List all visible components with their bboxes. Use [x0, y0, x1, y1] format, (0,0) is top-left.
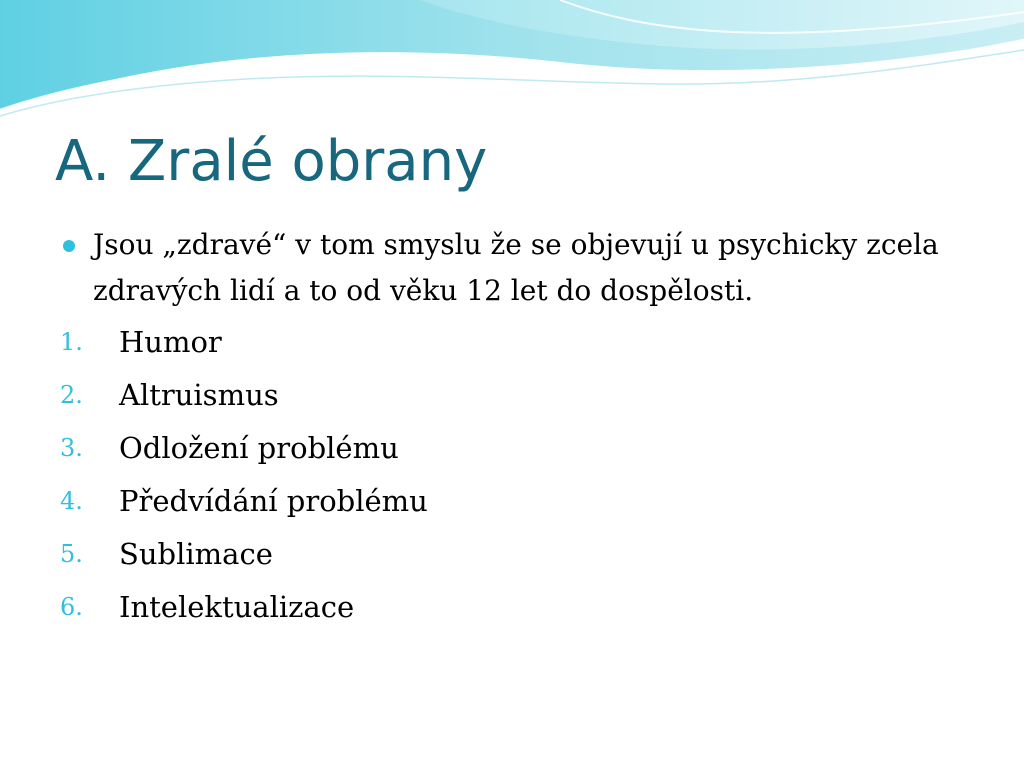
list-item-number: 1. [60, 328, 83, 356]
list-item [60, 316, 960, 369]
list-item-text: Humor [119, 325, 222, 359]
header-wave-decoration [0, 0, 1024, 120]
list-item-text: Předvídání problému [119, 484, 428, 518]
bullet-text: Jsou „zdravé“ v tom smyslu že se objevují u psychicky zcela zdravých lidí a to od věku 12 let do dospělosti. [93, 228, 939, 307]
list-item-text: Odložení problému [119, 431, 399, 465]
list-item-text: Altruismus [119, 378, 279, 412]
bullet-paragraph [60, 222, 960, 314]
numbered-list [60, 316, 960, 634]
list-item-text: Intelektualizace [119, 590, 355, 624]
slide-content [60, 222, 960, 634]
list-item-number: 3. [60, 434, 83, 462]
list-item [60, 369, 960, 422]
list-item-number: 5. [60, 540, 83, 568]
list-item-number: 4. [60, 487, 83, 515]
list-item [60, 528, 960, 581]
list-item [60, 581, 960, 634]
list-item-number: 6. [60, 593, 83, 621]
list-item [60, 422, 960, 475]
bullet-dot-icon [63, 240, 75, 252]
slide-title: A. Zralé obrany [55, 129, 488, 194]
list-item-number: 2. [60, 381, 83, 409]
list-item [60, 475, 960, 528]
list-item-text: Sublimace [119, 537, 273, 571]
